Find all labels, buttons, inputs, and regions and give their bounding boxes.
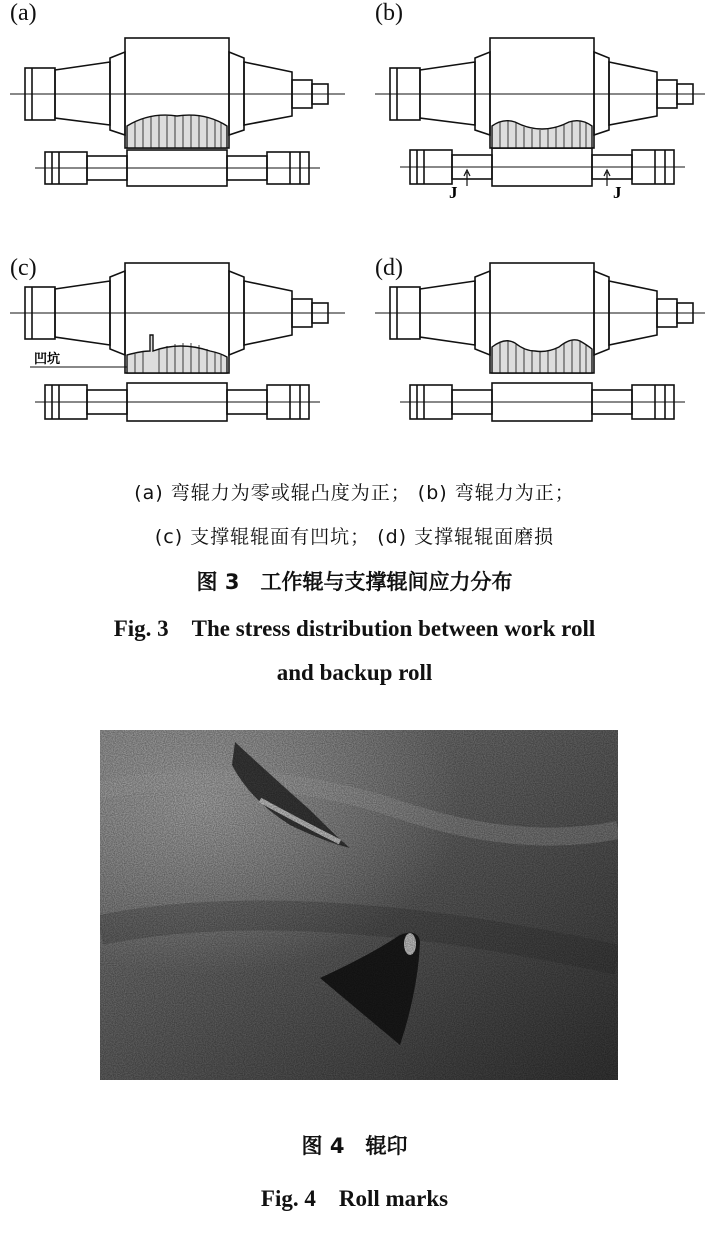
stress-curve (492, 340, 592, 373)
stress-curve (127, 115, 227, 148)
stress-curve (492, 121, 592, 148)
panel-c (10, 255, 350, 455)
panel-label: (c) (10, 255, 37, 281)
fig3-title-zh: 图 3 工作辊与支撑辊间应力分布 (196, 570, 513, 594)
panel-a (10, 0, 350, 200)
roll-diagram (375, 255, 709, 455)
roll-diagram (375, 0, 709, 200)
panel-label: (d) (375, 255, 403, 281)
roll-marks-photo (100, 730, 618, 1080)
panel-label: (a) (10, 0, 37, 26)
fig3-caption-line2: (c) 支撑辊辊面有凹坑； (d) 支撑辊辊面磨损 (154, 526, 555, 548)
roll-diagram (10, 0, 350, 200)
force-marker-right: J (613, 183, 622, 200)
panel-label: (b) (375, 0, 403, 26)
fig4-title-en: Fig. 4 Roll marks (260, 1186, 449, 1211)
force-marker-left: J (449, 183, 458, 200)
fig3-title-en-line1: Fig. 3 The stress distribution between work roll (113, 616, 596, 641)
panel-d (375, 255, 709, 455)
fig4-title-zh: 图 4 辊印 (301, 1134, 408, 1158)
roll-diagram (10, 255, 350, 455)
panel-b (375, 0, 709, 200)
fig3-caption-line1: (a) 弯辊力为零或辊凸度为正； (b) 弯辊力为正； (134, 482, 575, 504)
dent-label: 凹坑 (34, 352, 61, 367)
fig3-title-en-line2: and backup roll (276, 660, 433, 685)
stress-curve (127, 335, 227, 373)
